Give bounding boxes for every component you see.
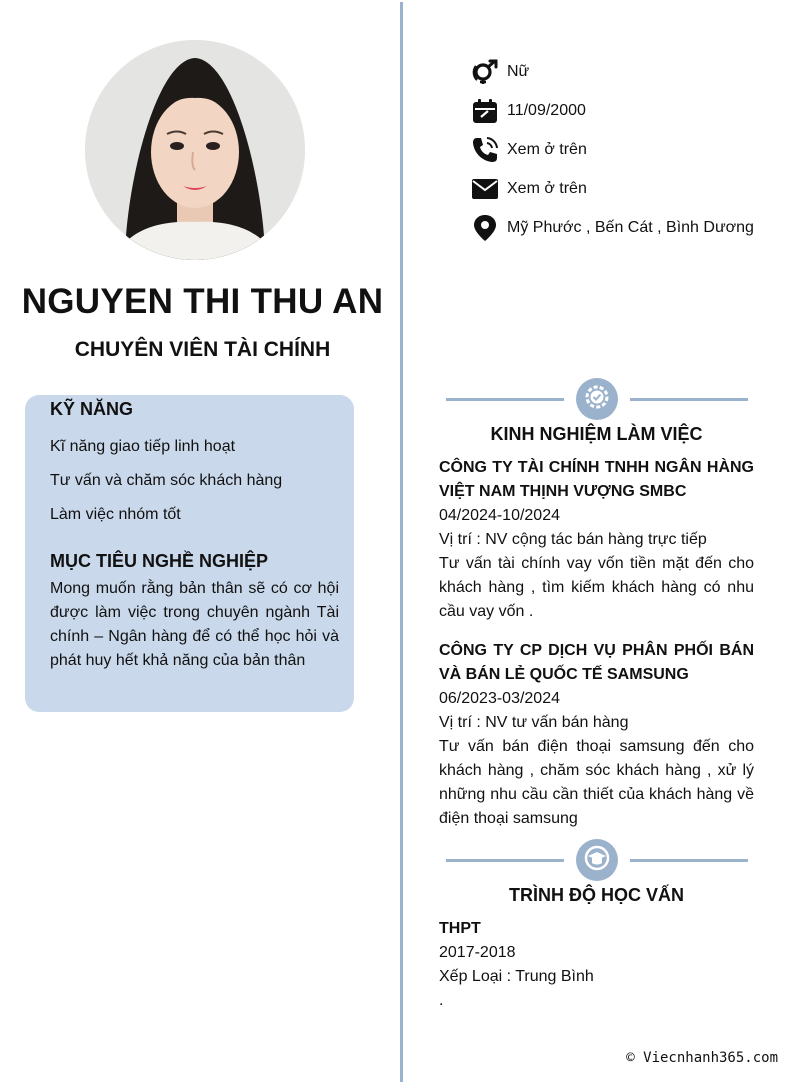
- section-rule: [446, 398, 564, 401]
- experience-item: [439, 639, 754, 831]
- experience-badge: [576, 378, 618, 420]
- envelope-icon: [471, 175, 499, 203]
- work-position: Vị trí : NV cộng tác bán hàng trực tiếp: [439, 531, 707, 548]
- phone-icon: [471, 136, 499, 164]
- company-name: CÔNG TY CP DỊCH VỤ PHÂN PHỐI BÁN VÀ BÁN LẺ QUỐC TẾ SAMSUNG: [439, 642, 754, 683]
- skill-item: Tư vấn và chăm sóc khách hàng: [50, 472, 283, 489]
- education-badge: [576, 839, 618, 881]
- avatar: [85, 40, 305, 260]
- phone-row: [471, 136, 587, 164]
- column-divider: [400, 2, 403, 1082]
- email-row: [471, 175, 587, 203]
- skills-heading: KỸ NĂNG: [50, 399, 134, 419]
- birthday-row: [471, 97, 586, 125]
- education-heading: TRÌNH ĐỘ HỌC VẤN: [509, 885, 684, 905]
- skills-objective-panel: [25, 395, 354, 712]
- email-value: Xem ở trên: [507, 180, 587, 197]
- study-grade: Xếp Loại : Trung Bình: [439, 968, 594, 985]
- copyright-footer: © Viecnhanh365.com: [626, 1050, 778, 1066]
- section-rule: [630, 398, 748, 401]
- school-name: THPT: [439, 920, 481, 937]
- experience-item: [439, 456, 754, 624]
- objective-heading: MỤC TIÊU NGHỀ NGHIỆP: [50, 551, 269, 571]
- candidate-name: NGUYEN THI THU AN: [21, 282, 384, 321]
- work-description: Tư vấn bán điện thoại samsung đến cho khách hàng , chăm sóc khách hàng , xử lý những nhu cầu cần thiết của khách hàng về điện thoại samsung: [439, 738, 754, 827]
- objective-text: Mong muốn rằng bản thân sẽ có cơ hội được làm việc trong chuyên ngành Tài chính – Ngân hàng để có thể học hỏi và phát huy hết khả năng của bản thân: [50, 580, 339, 669]
- work-description: Tư vấn tài chính vay vốn tiền mặt đến cho khách hàng , tìm kiếm khách hàng có nhu cầu vay vốn .: [439, 555, 754, 620]
- section-rule: [446, 859, 564, 862]
- study-period: 2017-2018: [439, 944, 516, 961]
- education-item: [439, 917, 754, 1013]
- address-row: [471, 214, 754, 242]
- calendar-icon: [471, 97, 499, 125]
- gender-row: [471, 58, 529, 86]
- address-value: Mỹ Phước , Bến Cát , Bình Dương: [507, 219, 754, 236]
- work-period: 06/2023-03/2024: [439, 690, 560, 707]
- job-title: CHUYÊN VIÊN TÀI CHÍNH: [74, 338, 331, 361]
- gear-check-icon: [582, 382, 612, 417]
- experience-heading: KINH NGHIỆM LÀM VIỆC: [490, 424, 703, 444]
- work-period: 04/2024-10/2024: [439, 507, 560, 524]
- skill-item: Làm việc nhóm tốt: [50, 506, 181, 523]
- gender-value: Nữ: [507, 63, 530, 80]
- section-rule: [630, 859, 748, 862]
- company-name: CÔNG TY TÀI CHÍNH TNHH NGÂN HÀNG VIỆT NAM THỊNH VƯỢNG SMBC: [439, 459, 754, 500]
- graduation-cap-icon: [582, 843, 612, 878]
- location-pin-icon: [471, 214, 499, 242]
- skill-item: Kĩ năng giao tiếp linh hoạt: [50, 438, 236, 455]
- study-note: .: [439, 992, 444, 1009]
- gender-icon: [471, 58, 499, 86]
- work-position: Vị trí : NV tư vấn bán hàng: [439, 714, 629, 731]
- phone-value: Xem ở trên: [507, 141, 587, 158]
- birthday-value: 11/09/2000: [507, 102, 586, 119]
- portrait-photo: [85, 40, 305, 260]
